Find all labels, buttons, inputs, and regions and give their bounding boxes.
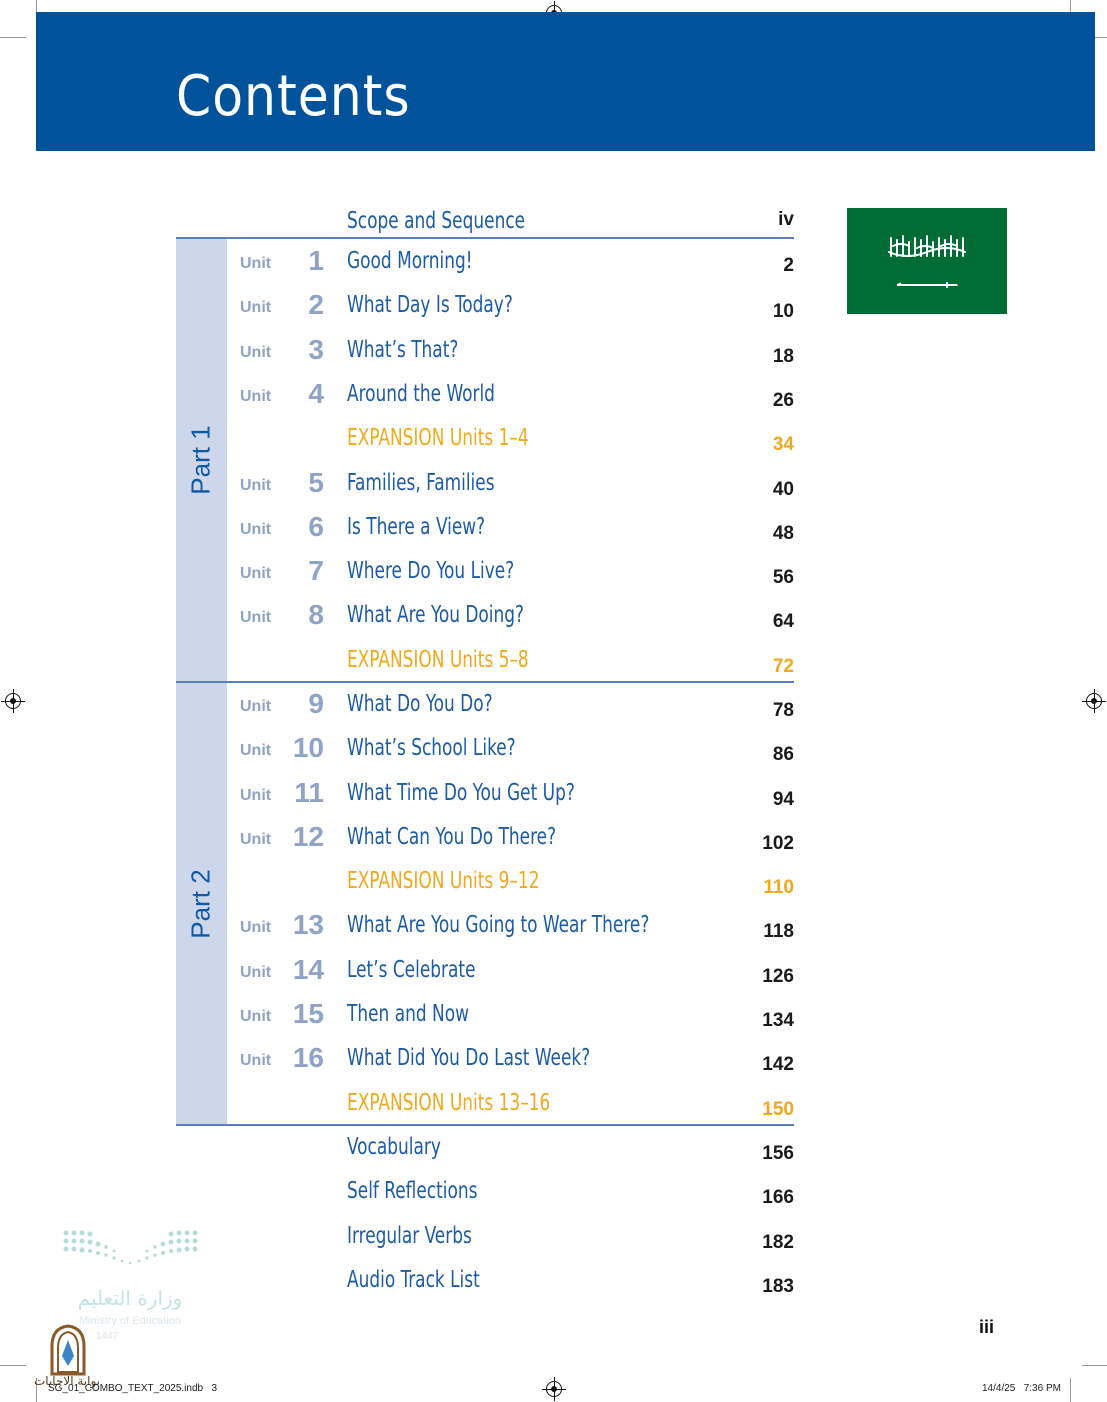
ministry-logo-icon	[58, 1225, 203, 1285]
unit-word: Unit	[240, 344, 272, 361]
toc-expansion-title: EXPANSION Units 9–12	[347, 868, 540, 894]
crop-mark	[1082, 1365, 1107, 1366]
unit-word: Unit	[240, 477, 272, 494]
toc-title: What Day Is Today?	[347, 292, 513, 318]
unit-word: Unit	[240, 1008, 272, 1025]
crop-mark	[1070, 1378, 1071, 1402]
part-2-label: Part 2	[185, 869, 216, 939]
registration-mark-icon	[546, 1381, 562, 1397]
toc-page-number: 150	[762, 1099, 794, 1120]
toc-page-number: 183	[762, 1276, 794, 1297]
unit-word: Unit	[240, 609, 272, 626]
slug-time: 7:36 PM	[1023, 1383, 1061, 1394]
toc-expansion-title: EXPANSION Units 5–8	[347, 647, 529, 673]
ministry-year: 1447	[96, 1331, 119, 1342]
portal-emblem-icon	[46, 1324, 90, 1376]
shahada-calligraphy-icon	[887, 230, 967, 262]
toc-page-number: 2	[783, 255, 794, 276]
toc-page-number: 18	[772, 346, 794, 367]
toc-title: What Did You Do Last Week?	[347, 1045, 591, 1071]
unit-number: 13	[292, 909, 324, 940]
toc-page-number: 102	[762, 833, 794, 854]
divider	[176, 237, 794, 239]
toc-page-number: 156	[762, 1143, 794, 1164]
unit-number: 1	[308, 245, 324, 276]
print-slug	[48, 1383, 217, 1394]
sword-icon	[897, 280, 959, 290]
toc-expansion-title: EXPANSION Units 1–4	[347, 425, 529, 451]
unit-word: Unit	[240, 565, 272, 582]
portal-name: بوابة الاجابات	[34, 1374, 101, 1388]
ministry-name-english: Ministry of Education	[78, 1315, 182, 1327]
unit-word: Unit	[240, 698, 272, 715]
toc-page-number: 72	[772, 656, 794, 677]
saudi-flag	[847, 208, 1007, 314]
toc-page-number: 182	[762, 1232, 794, 1253]
slug-date: 14/4/25	[982, 1383, 1016, 1394]
toc-title: Irregular Verbs	[347, 1223, 472, 1249]
toc-page-number: 48	[772, 523, 794, 544]
toc-page-number: 64	[772, 611, 794, 632]
toc-title: Let’s Celebrate	[347, 957, 476, 983]
slug-page: 3	[211, 1383, 217, 1394]
toc-page-number: 118	[763, 921, 794, 942]
toc-page-number: 78	[772, 700, 794, 721]
toc-title: Where Do You Live?	[347, 558, 515, 584]
toc-page-number: 126	[762, 966, 794, 987]
toc-title: Vocabulary	[347, 1134, 441, 1160]
toc-title: Around the World	[347, 381, 495, 407]
toc-page-number: 134	[762, 1010, 794, 1031]
toc-title: What Can You Do There?	[347, 824, 557, 850]
divider	[176, 1124, 794, 1126]
toc-page-number: 166	[762, 1187, 794, 1208]
divider	[176, 681, 794, 683]
toc-title: Self Reflections	[347, 1178, 478, 1204]
unit-number: 12	[292, 821, 324, 852]
toc-title: Is There a View?	[347, 514, 486, 540]
slug-filename: SG_01_COMBO_TEXT_2025.indb	[48, 1383, 204, 1394]
toc-title: What’s School Like?	[347, 735, 516, 761]
toc-title: Then and Now	[347, 1001, 469, 1027]
unit-number: 7	[308, 555, 324, 586]
registration-mark-icon	[1086, 693, 1102, 709]
unit-word: Unit	[240, 919, 272, 936]
crop-mark	[0, 1365, 26, 1366]
toc-title: Families, Families	[347, 470, 495, 496]
unit-number: 11	[294, 777, 324, 808]
toc-page-number: 86	[772, 744, 794, 765]
print-slug-date	[982, 1383, 1061, 1394]
unit-number: 3	[308, 334, 324, 365]
unit-word: Unit	[240, 742, 272, 759]
toc-title: What’s That?	[347, 337, 459, 363]
toc-title: Scope and Sequence	[347, 208, 526, 234]
unit-word: Unit	[240, 388, 272, 405]
unit-number: 16	[292, 1042, 324, 1073]
unit-number: 4	[308, 378, 324, 409]
unit-number: 8	[308, 599, 324, 630]
toc-page-number: 40	[772, 479, 794, 500]
toc-title: Good Morning!	[347, 248, 473, 274]
toc-page-number: 142	[762, 1054, 794, 1075]
unit-number: 2	[308, 289, 324, 320]
crop-mark	[0, 37, 26, 38]
unit-number: 5	[308, 467, 324, 498]
toc-title: What Do You Do?	[347, 691, 493, 717]
toc-expansion-title: EXPANSION Units 13–16	[347, 1090, 551, 1116]
toc-title: What Time Do You Get Up?	[347, 780, 575, 806]
toc-page-number: 10	[772, 301, 794, 322]
page-number: iii	[979, 1317, 995, 1337]
ministry-name-arabic: وزارة التعليم	[77, 1286, 183, 1310]
unit-number: 14	[292, 954, 324, 985]
unit-number: 9	[308, 688, 324, 719]
unit-word: Unit	[240, 1052, 272, 1069]
toc-page-number: 56	[772, 567, 794, 588]
unit-word: Unit	[240, 831, 272, 848]
toc-page-number: 26	[772, 390, 794, 411]
unit-number: 10	[292, 732, 324, 763]
unit-number: 6	[308, 511, 324, 542]
unit-word: Unit	[240, 255, 272, 272]
unit-word: Unit	[240, 299, 272, 316]
unit-word: Unit	[240, 521, 272, 538]
unit-word: Unit	[240, 964, 272, 981]
toc-title: What Are You Going to Wear There?	[347, 912, 650, 938]
toc-page-number: 34	[772, 434, 794, 455]
part-1-label: Part 1	[185, 425, 216, 495]
toc-title: Audio Track List	[347, 1267, 480, 1293]
registration-mark-icon	[5, 693, 21, 709]
unit-word: Unit	[240, 787, 272, 804]
toc-page-number: 94	[772, 789, 794, 810]
toc-page-number: 110	[763, 877, 794, 898]
toc-title: What Are You Doing?	[347, 602, 525, 628]
unit-number: 15	[292, 998, 324, 1029]
toc-page-number: iv	[778, 209, 794, 230]
page-title: Contents	[176, 64, 411, 129]
